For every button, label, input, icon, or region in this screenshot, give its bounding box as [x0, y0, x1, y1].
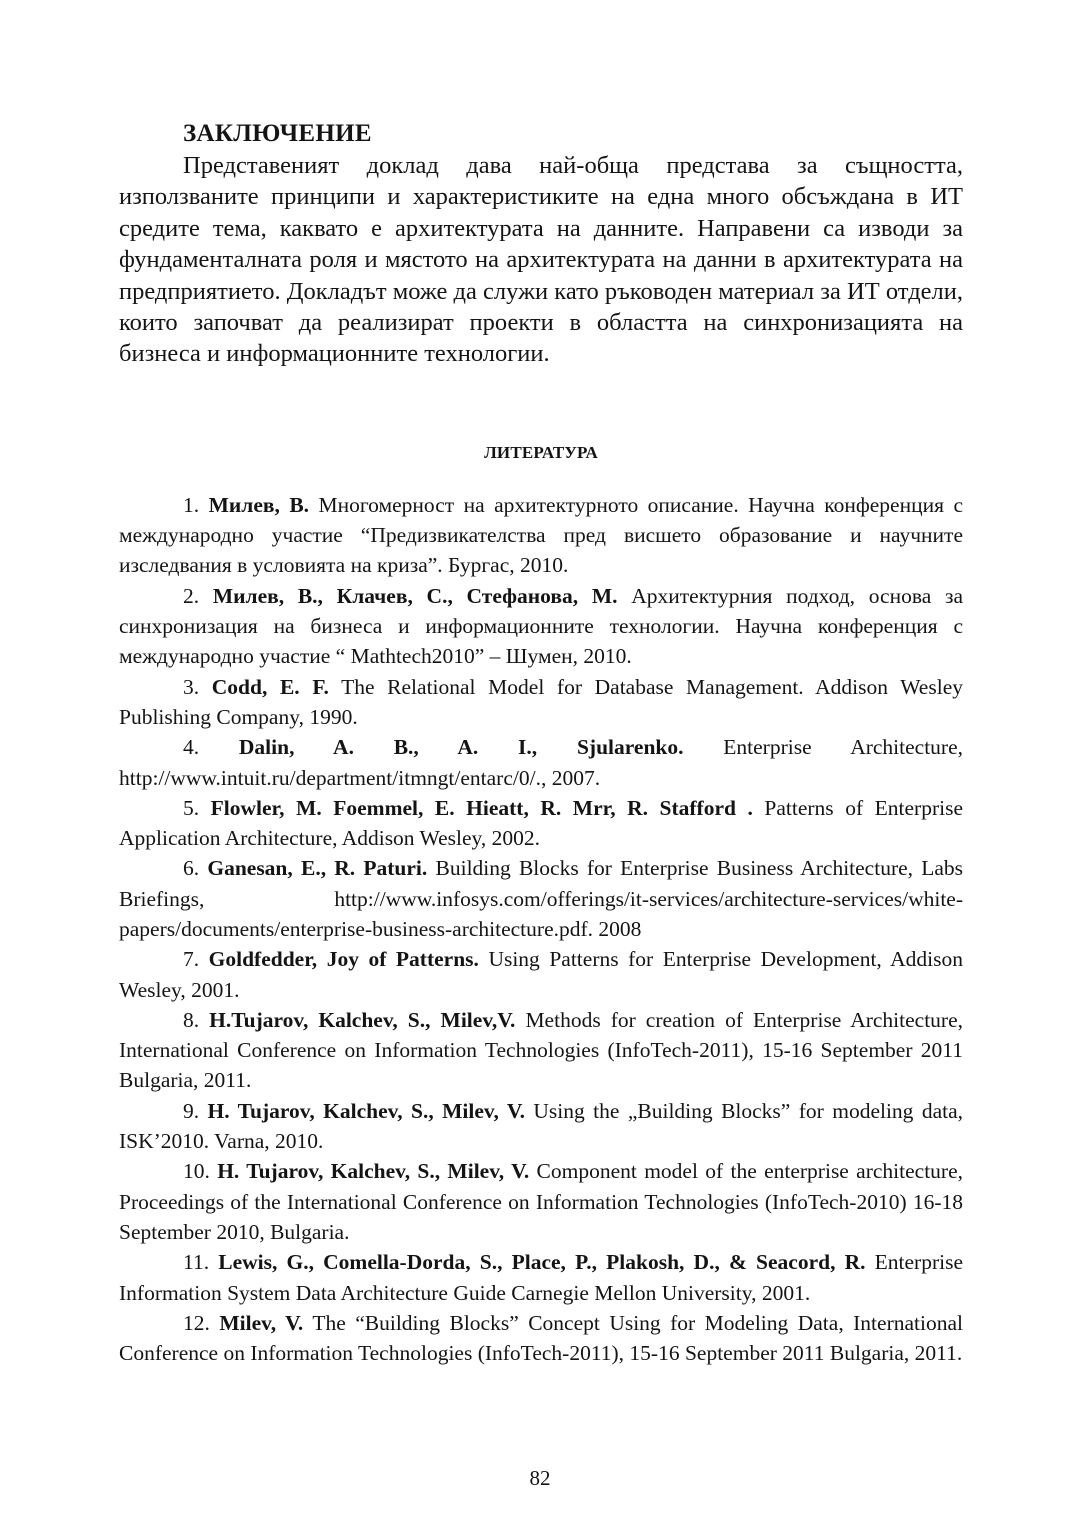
reference-title: Component model of the enterprise architecture, Proceedings of the International Conference on Information Technologies (InfoTech-2010) 16-18 September 2010, Bulgaria. [119, 1159, 964, 1244]
reference-item [119, 672, 963, 733]
reference-authors: Codd, E. F. [211, 674, 329, 699]
reference-number: 12. [183, 1310, 210, 1335]
reference-number: 4. [183, 735, 200, 760]
reference-title: Patterns of Enterprise Application Architecture, Addison Wesley, 2002. [119, 795, 963, 851]
reference-authors: Lewis, G., Comella-Dorda, S., Place, P., Plakosh, D., & Seacord, R. [218, 1250, 866, 1275]
reference-item [119, 944, 963, 1005]
reference-authors: Милев, В., Клачев, С., Стефанова, М. [212, 583, 618, 608]
reference-item [119, 490, 963, 581]
reference-number: 5. [183, 795, 200, 820]
reference-number: 2. [183, 583, 200, 608]
reference-item [119, 1247, 963, 1308]
reference-item [119, 853, 963, 944]
reference-item [119, 1096, 963, 1157]
reference-title: Enterprise Architecture, http://www.intuit.ru/department/itmngt/entarc/0/., 2007. [119, 735, 964, 790]
reference-title: Building Blocks for Enterprise Business Architecture, Labs Briefings, http://www.infosys.com/offerings/it-services/architecture-services/white-papers/documents/enterprise-business-architecture.pdf. 2008 [119, 856, 964, 941]
reference-number: 3. [183, 674, 200, 699]
reference-title: Using the „Building Blocks” for modeling data, ISK’2010. Varna, 2010. [119, 1098, 964, 1154]
conclusion-paragraph: Представеният доклад дава най-обща представа за същността, използваните принципи и характеристиките на една много обсъждана в ИТ средите тема, каквато е архитектурата на данните. Направени са изводи за фундаменталната роля и мястото на архитектурата на данни в архитектурата на предприятието. Докладът може да служи като ръководен материал за ИТ отдели, които започват да реализират проекти в областта на синхронизацията на бизнеса и информационните технологии. [119, 152, 963, 368]
reference-authors: Milev, V. [219, 1310, 304, 1335]
reference-title: Архитектурния подход, основа за синхронизация на бизнеса и информационните технологии. Научна конференция с международно участие “ Mathtech2010” – Шумен, 2010. [119, 583, 963, 669]
reference-authors: Милев, В. [208, 492, 310, 517]
reference-number: 6. [183, 856, 200, 881]
reference-authors: H. Tujarov, Kalchev, S., Milev, V. [217, 1159, 530, 1184]
conclusion-heading: ЗАКЛЮЧЕНИЕ [183, 120, 372, 147]
reference-number: 11. [183, 1250, 210, 1275]
page-number: 82 [529, 1466, 551, 1490]
reference-authors: Goldfedder, Joy of Patterns. [208, 947, 479, 972]
reference-authors: H.Tujarov, Kalchev, S., Milev,V. [209, 1007, 516, 1032]
page-body [119, 118, 963, 1368]
reference-number: 7. [183, 947, 200, 972]
reference-number: 8. [183, 1007, 200, 1032]
reference-title: Enterprise Information System Data Architecture Guide Carnegie Mellon University, 2001. [119, 1250, 964, 1305]
reference-title: The Relational Model for Database Management. Addison Wesley Publishing Company, 1990. [119, 674, 963, 729]
reference-item [119, 1005, 963, 1096]
reference-number: 10. [183, 1159, 210, 1184]
reference-item [119, 793, 963, 854]
literature-heading: ЛИТЕРАТУРА [484, 442, 598, 462]
reference-number: 1. [183, 492, 200, 517]
reference-number: 9. [183, 1098, 200, 1123]
reference-authors: Dalin, A. B., A. I., Sjularenko. [238, 735, 684, 760]
reference-title: The “Building Blocks” Concept Using for Modeling Data, International Conference on Information Technologies (InfoTech-2011), 15-16 September 2011 Bulgaria, 2011. [119, 1310, 963, 1366]
reference-authors: H. Tujarov, Kalchev, S., Milev, V. [207, 1098, 525, 1123]
reference-item [119, 1308, 963, 1369]
reference-item [119, 1156, 963, 1247]
reference-authors: Flowler, M. Foemmel, E. Hieatt, R. Mrr, R. Stafford . [210, 795, 753, 820]
reference-item [119, 732, 963, 793]
reference-item [119, 581, 963, 672]
reference-list [119, 490, 963, 1369]
reference-title: Многомерност на архитектурното описание. Научна конференция с международно участие “Предизвикателства пред висшето образование и научните изследвания в условията на криза”. Бургас, 2010. [119, 492, 963, 578]
reference-authors: Ganesan, E., R. Paturi. [207, 856, 428, 881]
reference-title: Using Patterns for Enterprise Development, Addison Wesley, 2001. [119, 947, 964, 1002]
reference-title: Methods for creation of Enterprise Architecture, International Conference on Information Technologies (InfoTech-2011), 15-16 September 2011 Bulgaria, 2011. [119, 1007, 964, 1093]
